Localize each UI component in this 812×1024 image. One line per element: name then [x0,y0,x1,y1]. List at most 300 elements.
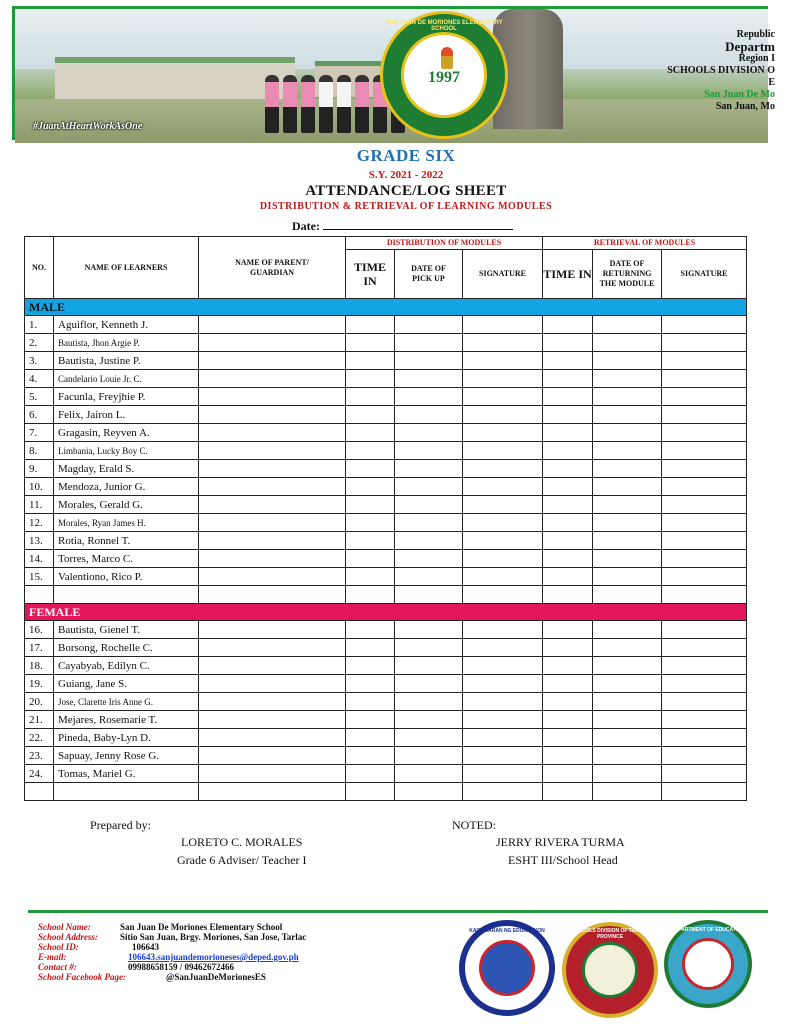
entry-cell[interactable] [463,442,543,460]
entry-cell[interactable] [463,621,543,639]
entry-cell[interactable] [346,765,395,783]
deped-logo-inner [479,940,535,996]
entry-cell[interactable] [593,406,662,424]
entry-cell[interactable] [54,783,199,801]
learner-name: Bautista, Gienel T. [54,621,199,639]
entry-cell[interactable] [463,586,543,604]
entry-cell[interactable] [662,783,747,801]
entry-cell[interactable] [346,352,395,370]
entry-cell[interactable] [463,783,543,801]
entry-cell[interactable] [543,729,593,747]
sheet-subtitle: DISTRIBUTION & RETRIEVAL OF LEARNING MODULES [259,201,553,212]
entry-cell[interactable] [463,478,543,496]
learner-row [25,675,747,693]
contact-value: Sitio San Juan, Brgy. Moriones, San Jose, Tarlac [120,932,307,942]
entry-cell[interactable] [593,316,662,334]
entry-cell[interactable] [199,783,346,801]
entry-cell[interactable] [395,514,463,532]
learner-row [25,370,747,388]
email-link[interactable]: 106643.sanjuandemorioneses@deped.gov.ph [128,952,299,962]
entry-cell[interactable] [543,657,593,675]
entry-cell[interactable] [543,765,593,783]
entry-cell[interactable] [346,334,395,352]
learner-name: Facunla, Freyjhie P. [54,388,199,406]
entry-cell[interactable] [662,675,747,693]
learner-row [25,514,747,532]
entry-cell[interactable] [543,496,593,514]
entry-cell[interactable] [662,334,747,352]
entry-cell[interactable] [199,729,346,747]
entry-cell[interactable] [395,657,463,675]
learner-number: 24. [25,765,54,783]
entry-cell[interactable] [543,693,593,711]
entry-cell[interactable] [395,568,463,586]
learner-number: 10. [25,478,54,496]
learner-row [25,496,747,514]
entry-cell[interactable] [346,621,395,639]
learner-number: 8. [25,442,54,460]
entry-cell[interactable] [395,460,463,478]
entry-cell[interactable] [543,514,593,532]
entry-cell[interactable] [662,729,747,747]
learner-name: Cayabyab, Edilyn C. [54,657,199,675]
learner-row [25,711,747,729]
entry-cell[interactable] [593,783,662,801]
learner-row [25,693,747,711]
learner-name: Mendoza, Junior G. [54,478,199,496]
entry-cell[interactable] [346,424,395,442]
learner-number: 23. [25,747,54,765]
division-logo-inner [582,942,638,998]
retrieval-group-header: RETRIEVAL OF MODULES [543,237,747,250]
entry-cell[interactable] [593,514,662,532]
entry-cell[interactable] [543,747,593,765]
entry-cell[interactable] [199,765,346,783]
entry-cell[interactable] [543,478,593,496]
entry-cell[interactable] [395,765,463,783]
empty-row [25,586,747,604]
entry-cell[interactable] [25,783,54,801]
entry-cell[interactable] [543,711,593,729]
entry-cell[interactable] [395,711,463,729]
entry-cell[interactable] [346,711,395,729]
entry-cell[interactable] [662,496,747,514]
entry-cell[interactable] [395,639,463,657]
entry-cell[interactable] [463,370,543,388]
entry-cell[interactable] [199,334,346,352]
agency-line: San Juan De Mo [704,89,775,100]
entry-cell[interactable] [662,316,747,334]
entry-cell[interactable] [395,729,463,747]
entry-cell[interactable] [543,621,593,639]
entry-cell[interactable] [543,424,593,442]
entry-cell[interactable] [395,783,463,801]
male-section-row [25,299,747,316]
learner-name: Rotia, Ronnel T. [54,532,199,550]
district-logo [664,920,752,1008]
entry-cell[interactable] [395,424,463,442]
person [337,75,351,133]
entry-cell[interactable] [463,388,543,406]
contact-label: E-mail: [38,952,67,962]
entry-cell[interactable] [463,765,543,783]
entry-cell[interactable] [463,550,543,568]
entry-cell[interactable] [463,514,543,532]
facebook-page[interactable]: @SanJuanDeMorionesES [166,972,266,982]
contact-value: 106643 [132,942,159,952]
entry-cell[interactable] [463,675,543,693]
learner-name: Sapuay, Jenny Rose G. [54,747,199,765]
entry-cell[interactable] [543,352,593,370]
agency-line: Region I [738,53,775,64]
school-year: S.Y. 2021 - 2022 [368,169,444,181]
date-field[interactable] [323,220,513,230]
entry-cell[interactable] [662,388,747,406]
date-returning-header: DATE OF RETURNING THE MODULE [593,250,662,299]
learner-number: 15. [25,568,54,586]
person [283,75,297,133]
entry-cell[interactable] [346,370,395,388]
grade-title: GRADE SIX [356,146,456,165]
entry-cell[interactable] [199,424,346,442]
person [355,75,369,133]
learner-name: Gragasin, Reyven A. [54,424,199,442]
person [319,75,333,133]
entry-cell[interactable] [199,352,346,370]
male-section-label: MALE [25,299,747,316]
entry-cell[interactable] [463,711,543,729]
entry-cell[interactable] [346,747,395,765]
entry-cell[interactable] [543,639,593,657]
learner-number: 14. [25,550,54,568]
entry-cell[interactable] [199,639,346,657]
entry-cell[interactable] [463,460,543,478]
footer-divider [28,910,768,913]
entry-cell[interactable] [395,550,463,568]
entry-cell[interactable] [463,406,543,424]
entry-cell[interactable] [395,352,463,370]
entry-cell[interactable] [463,316,543,334]
entry-cell[interactable] [346,657,395,675]
learner-row [25,765,747,783]
entry-cell[interactable] [199,621,346,639]
col-no-header: NO. [25,237,54,299]
entry-cell[interactable] [463,639,543,657]
distribution-group-header: DISTRIBUTION OF MODULES [346,237,543,250]
entry-cell[interactable] [662,532,747,550]
entry-cell[interactable] [346,442,395,460]
entry-cell[interactable] [395,693,463,711]
entry-cell[interactable] [199,675,346,693]
contact-row [38,932,306,942]
entry-cell[interactable] [662,352,747,370]
entry-cell[interactable] [395,532,463,550]
entry-cell[interactable] [199,460,346,478]
signature-header: SIGNATURE [463,250,543,299]
learner-row [25,621,747,639]
learner-number: 12. [25,514,54,532]
entry-cell[interactable] [199,388,346,406]
learner-name: Guiang, Jane S. [54,675,199,693]
learner-number: 16. [25,621,54,639]
entry-cell[interactable] [662,747,747,765]
entry-cell[interactable] [54,586,199,604]
entry-cell[interactable] [463,496,543,514]
agency-line: Departm [725,39,775,54]
learner-row [25,388,747,406]
entry-cell[interactable] [395,406,463,424]
entry-cell[interactable] [593,711,662,729]
learner-row [25,424,747,442]
entry-cell[interactable] [543,568,593,586]
entry-cell[interactable] [463,693,543,711]
entry-cell[interactable] [199,370,346,388]
entry-cell[interactable] [395,478,463,496]
entry-cell[interactable] [199,693,346,711]
entry-cell[interactable] [199,406,346,424]
entry-cell[interactable] [346,532,395,550]
entry-cell[interactable] [543,388,593,406]
entry-cell[interactable] [543,334,593,352]
entry-cell[interactable] [543,370,593,388]
signature-header: SIGNATURE [662,250,747,299]
entry-cell[interactable] [346,388,395,406]
entry-cell[interactable] [543,406,593,424]
agency-line: Republic [736,29,775,40]
date-pickup-header: DATE OF PICK UP [395,250,463,299]
contact-label: School Name: [38,922,91,932]
entry-cell[interactable] [463,532,543,550]
learner-name: Limbania, Lucky Boy C. [54,442,199,460]
seal-inner-ring [401,32,487,118]
entry-cell[interactable] [593,675,662,693]
learner-row [25,550,747,568]
attendance-table [24,236,747,801]
learner-name: Bautista, Jhon Argie P. [54,334,199,352]
entry-cell[interactable] [662,621,747,639]
contact-label: School Address: [38,932,98,942]
entry-cell[interactable] [662,693,747,711]
entry-cell[interactable] [593,693,662,711]
entry-cell[interactable] [199,514,346,532]
prepared-by-label: Prepared by: [90,818,151,832]
contact-row [38,972,306,982]
learner-row [25,442,747,460]
person [301,75,315,133]
entry-cell[interactable] [346,675,395,693]
learner-row [25,316,747,334]
entry-cell[interactable] [346,496,395,514]
entry-cell[interactable] [395,586,463,604]
contact-value: 09988658159 / 09462672466 [128,962,235,972]
entry-cell[interactable] [346,693,395,711]
prepared-by-role: Grade 6 Adviser/ Teacher I [177,853,307,867]
entry-cell[interactable] [463,568,543,586]
entry-cell[interactable] [199,550,346,568]
noted-label: NOTED: [452,818,496,832]
entry-cell[interactable] [543,460,593,478]
learner-row [25,352,747,370]
entry-cell[interactable] [346,783,395,801]
entry-cell[interactable] [199,316,346,334]
time-in-header: TIME IN [543,250,593,299]
entry-cell[interactable] [543,532,593,550]
learner-name: Mejares, Rosemarie T. [54,711,199,729]
entry-cell[interactable] [662,765,747,783]
female-section-row [25,604,747,621]
entry-cell[interactable] [593,496,662,514]
entry-cell[interactable] [199,586,346,604]
entry-cell[interactable] [395,334,463,352]
entry-cell[interactable] [463,334,543,352]
noted-by-role: ESHT III/School Head [508,853,618,867]
logo-text: DEPARTMENT OF EDUCATION [671,927,745,933]
learner-row [25,747,747,765]
learner-name: Morales, Ryan James H. [54,514,199,532]
date-label: Date: [292,219,320,233]
entry-cell[interactable] [593,621,662,639]
agency-line: E [768,77,775,88]
entry-cell[interactable] [662,639,747,657]
learner-row [25,532,747,550]
contact-label: School ID: [38,942,79,952]
agency-line: San Juan, Mo [715,101,775,112]
learner-name: Morales, Gerald G. [54,496,199,514]
entry-cell[interactable] [662,514,747,532]
entry-cell[interactable] [593,370,662,388]
entry-cell[interactable] [346,478,395,496]
entry-cell[interactable] [463,747,543,765]
entry-cell[interactable] [199,711,346,729]
learner-name: Bautista, Justine P. [54,352,199,370]
learner-row [25,406,747,424]
entry-cell[interactable] [593,568,662,586]
entry-cell[interactable] [593,729,662,747]
entry-cell[interactable] [199,478,346,496]
entry-cell[interactable] [593,586,662,604]
entry-cell[interactable] [593,747,662,765]
learner-number: 20. [25,693,54,711]
hashtag: #JuanAtHeartWorkAsOne [33,121,143,132]
entry-cell[interactable] [463,352,543,370]
entry-cell[interactable] [593,765,662,783]
entry-cell[interactable] [593,550,662,568]
entry-cell[interactable] [395,316,463,334]
entry-cell[interactable] [199,442,346,460]
learner-row [25,568,747,586]
entry-cell[interactable] [346,550,395,568]
entry-cell[interactable] [662,568,747,586]
entry-cell[interactable] [25,586,54,604]
entry-cell[interactable] [593,657,662,675]
deped-logo [459,920,555,1016]
entry-cell[interactable] [543,675,593,693]
entry-cell[interactable] [662,478,747,496]
entry-cell[interactable] [395,370,463,388]
learner-row [25,639,747,657]
entry-cell[interactable] [662,406,747,424]
header-banner [12,6,775,140]
entry-cell[interactable] [662,657,747,675]
entry-cell[interactable] [662,711,747,729]
contact-label: Contact #: [38,962,77,972]
entry-cell[interactable] [593,334,662,352]
entry-cell[interactable] [346,729,395,747]
learner-number: 6. [25,406,54,424]
entry-cell[interactable] [346,639,395,657]
learner-name: Tomas, Mariel G. [54,765,199,783]
entry-cell[interactable] [593,639,662,657]
entry-cell[interactable] [346,460,395,478]
entry-cell[interactable] [662,424,747,442]
learner-number: 17. [25,639,54,657]
learner-row [25,460,747,478]
entry-cell[interactable] [199,496,346,514]
entry-cell[interactable] [395,496,463,514]
entry-cell[interactable] [543,586,593,604]
entry-cell[interactable] [593,388,662,406]
entry-cell[interactable] [463,729,543,747]
entry-cell[interactable] [662,586,747,604]
entry-cell[interactable] [662,460,747,478]
entry-cell[interactable] [662,442,747,460]
entry-cell[interactable] [593,442,662,460]
entry-cell[interactable] [593,352,662,370]
entry-cell[interactable] [543,442,593,460]
learner-number: 21. [25,711,54,729]
entry-cell[interactable] [346,514,395,532]
entry-cell[interactable] [662,370,747,388]
entry-cell[interactable] [593,460,662,478]
learner-row [25,657,747,675]
learner-name: Pineda, Baby-Lyn D. [54,729,199,747]
entry-cell[interactable] [593,478,662,496]
entry-cell[interactable] [662,550,747,568]
entry-cell[interactable] [346,406,395,424]
entry-cell[interactable] [346,568,395,586]
entry-cell[interactable] [199,657,346,675]
entry-cell[interactable] [199,747,346,765]
entry-cell[interactable] [199,532,346,550]
entry-cell[interactable] [346,316,395,334]
entry-cell[interactable] [395,388,463,406]
seal-year: 1997 [428,69,460,86]
learner-name: Valentiono, Rico P. [54,568,199,586]
contact-row [38,942,306,952]
entry-cell[interactable] [463,424,543,442]
learner-number: 1. [25,316,54,334]
entry-cell[interactable] [593,424,662,442]
seal-text: SAN JUAN DE MORIONES ELEMENTARY SCHOOL [385,20,503,32]
learner-name: Candelario Louie Jr. C. [54,370,199,388]
entry-cell[interactable] [463,657,543,675]
entry-cell[interactable] [346,586,395,604]
agency-line: SCHOOLS DIVISION O [667,65,775,76]
torch-icon [441,47,453,69]
entry-cell[interactable] [395,747,463,765]
learner-number: 13. [25,532,54,550]
entry-cell[interactable] [395,442,463,460]
entry-cell[interactable] [593,532,662,550]
empty-row [25,783,747,801]
entry-cell[interactable] [543,316,593,334]
entry-cell[interactable] [199,568,346,586]
entry-cell[interactable] [543,550,593,568]
entry-cell[interactable] [395,675,463,693]
entry-cell[interactable] [543,783,593,801]
entry-cell[interactable] [395,621,463,639]
prepared-by-name: LORETO C. MORALES [181,835,303,849]
